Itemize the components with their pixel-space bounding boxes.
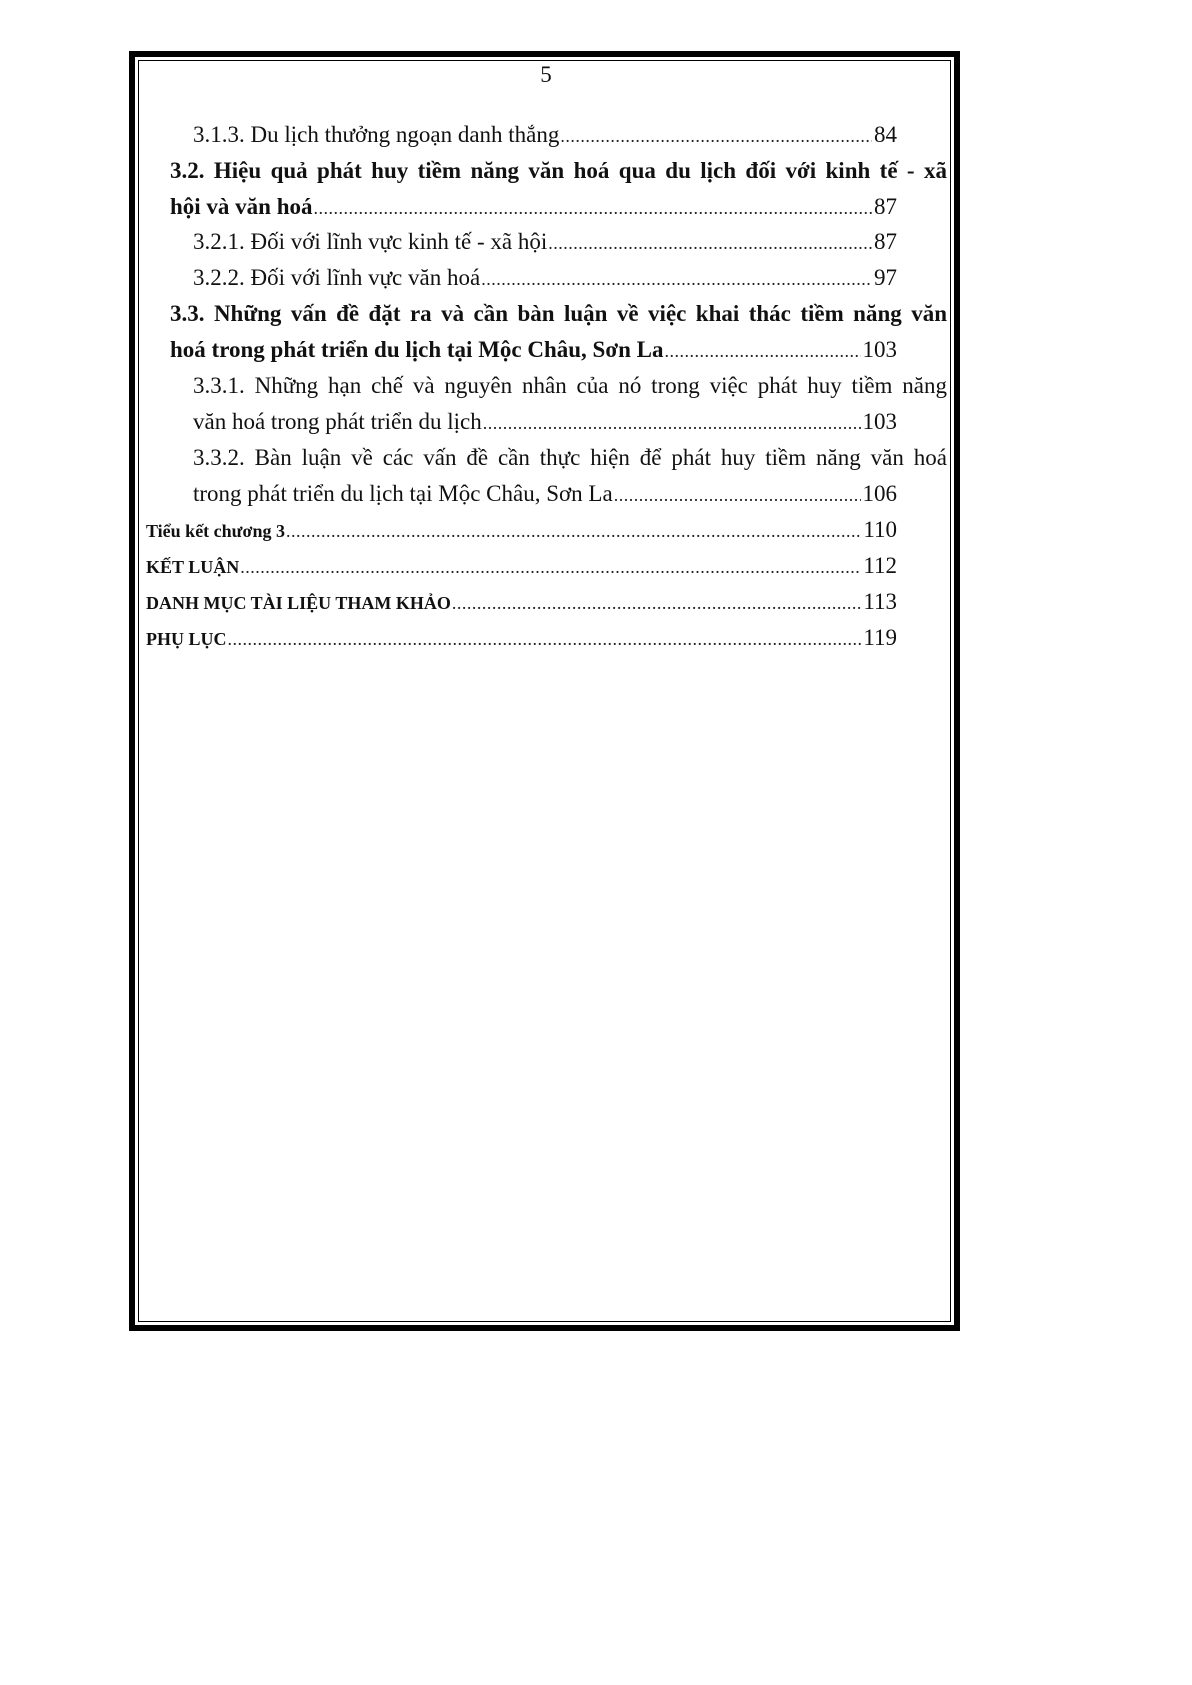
toc-page-number: 84 — [874, 122, 897, 147]
toc-entry-label: hoá trong phát triển du lịch tại Mộc Châu, Sơn La — [170, 337, 664, 362]
toc-entry-line1: 3.3.1. Những hạn chế và nguyên nhân của nó trong việc phát huy tiềm năng — [193, 373, 947, 398]
toc-entry-label: 3.2.1. Đối với lĩnh vực kinh tế - xã hội — [193, 229, 548, 254]
toc-leader-dots — [228, 624, 862, 654]
toc-leader-dots — [314, 193, 872, 223]
toc-entry-3-3-2-cont[interactable] — [193, 479, 897, 510]
toc-entry-3-2[interactable] — [170, 156, 947, 186]
toc-entry-3-3[interactable] — [170, 299, 947, 329]
toc-entry-label: Tiểu kết chương 3 — [146, 521, 285, 541]
toc-entry-label: văn hoá trong phát triển du lịch — [193, 409, 482, 434]
toc-entry-label: 3.2.2. Đối với lĩnh vực văn hoá — [193, 265, 481, 290]
toc-entry-phu-luc[interactable] — [146, 623, 897, 654]
toc-leader-dots — [560, 121, 872, 151]
toc-entry-3-2-cont[interactable] — [170, 192, 897, 223]
toc-entry-3-3-1[interactable] — [193, 371, 947, 401]
toc-page-number: 97 — [874, 265, 897, 290]
toc-entry-3-2-2[interactable] — [193, 263, 897, 294]
toc-entry-label: DANH MỤC TÀI LIỆU THAM KHẢO — [146, 593, 451, 613]
toc-entry-line1: 3.2. Hiệu quả phát huy tiềm năng văn hoá qua du lịch đối với kinh tế - xã — [170, 158, 947, 183]
toc-entry-tieu-ket[interactable] — [146, 515, 897, 546]
toc-page-number: 106 — [862, 481, 897, 506]
toc-leader-dots — [240, 552, 861, 582]
toc-leader-dots — [452, 588, 861, 618]
toc-entry-line1: 3.3. Những vấn đề đặt ra và cần bàn luận về việc khai thác tiềm năng văn — [170, 301, 947, 326]
toc-leader-dots — [481, 264, 872, 294]
page-number: 5 — [540, 62, 552, 87]
toc-entry-label: 3.1.3. Du lịch thưởng ngoạn danh thắng — [193, 122, 560, 147]
toc-entry-3-3-1-cont[interactable] — [193, 407, 897, 438]
toc-entry-ket-luan[interactable] — [146, 551, 897, 582]
toc-page-number: 87 — [874, 229, 897, 254]
toc-entry-label: hội và văn hoá — [170, 194, 313, 219]
toc-entry-tai-lieu[interactable] — [146, 587, 897, 618]
toc-leader-dots — [286, 516, 861, 546]
toc-leader-dots — [548, 228, 872, 258]
toc-entry-3-3-cont[interactable] — [170, 335, 897, 366]
toc-page-number: 119 — [863, 625, 897, 650]
toc-page-number: 87 — [874, 194, 897, 219]
toc-entry-3-2-1[interactable] — [193, 227, 897, 258]
toc-entry-3-1-3[interactable] — [193, 120, 897, 151]
toc-entry-label: KẾT LUẬN — [146, 557, 240, 577]
toc-page-number: 112 — [863, 553, 897, 578]
toc-leader-dots — [614, 480, 861, 510]
toc-entry-label: PHỤ LỤC — [146, 629, 227, 649]
toc-page-number: 103 — [862, 409, 897, 434]
toc-entry-3-3-2[interactable] — [193, 443, 947, 473]
toc-entry-line1: 3.3.2. Bàn luận về các vấn đề cần thực hiện để phát huy tiềm năng văn hoá — [193, 445, 947, 470]
toc-leader-dots — [483, 408, 861, 438]
toc-entry-label: trong phát triển du lịch tại Mộc Châu, Sơn La — [193, 481, 613, 506]
toc-page-number: 113 — [863, 589, 897, 614]
toc-leader-dots — [664, 336, 860, 366]
toc-page-number: 110 — [863, 517, 897, 542]
toc-page-number: 103 — [862, 337, 897, 362]
